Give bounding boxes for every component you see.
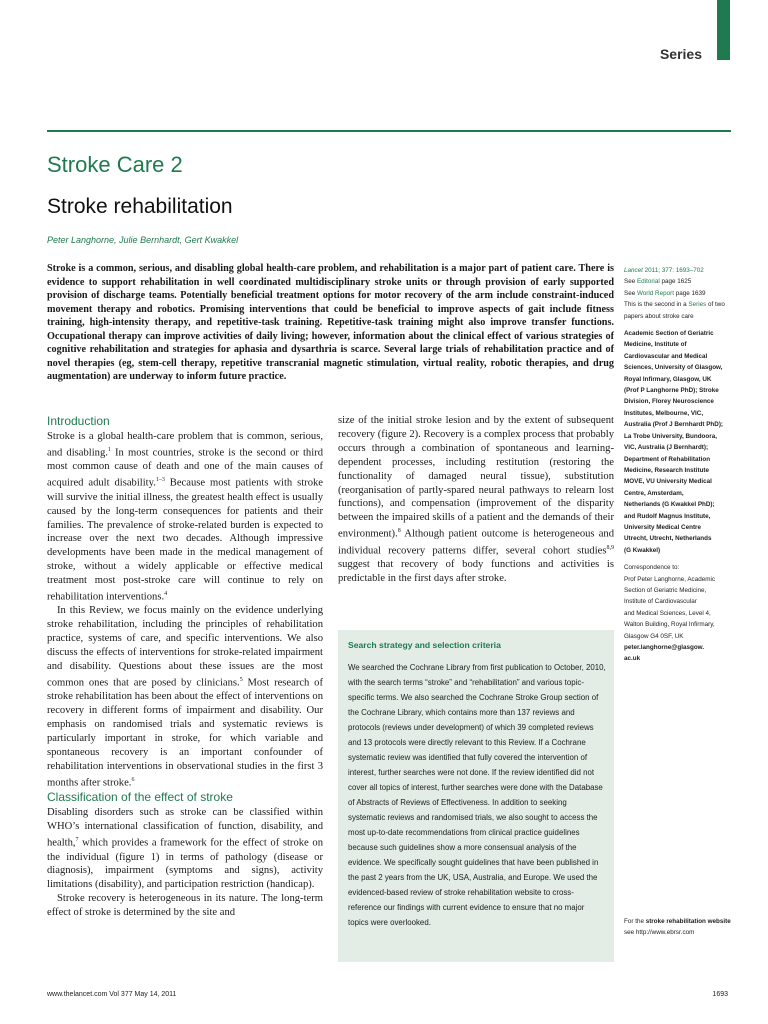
right-column [338, 414, 614, 586]
corr-line: ac.uk [624, 655, 641, 663]
corr-line: peter.langhorne@glasgow. [624, 644, 705, 651]
affil-line: Institutes, Melbourne, VIC, [624, 409, 704, 417]
see-page: page 1625 [659, 278, 692, 286]
affil-line: Division, Florey Neuroscience [624, 398, 714, 406]
intro-paragraph-1: Stroke is a global health-care problem that is common, serious, and disabling.$^1$ In most countries, stroke is the second or third most common cause of death and one of the main causes of acquired adult disability.$^{1-3}$ Because most patients with stroke will survive the initial illness, the greatest health effect is usually caused by the long-term consequences for patients and their families. The prevalence of stroke-related burden is expected to increase over the next two decades. Although impressive developments have been made in the medical management of stroke, without a widely applicable or effective medical treatment most post-stroke care will continue to rely on rehabilitation interventions.$^4$ [47, 431, 324, 603]
see-page: page 1639 [673, 289, 706, 297]
citation [624, 265, 736, 276]
corr-line: Glasgow G4 0SF, UK [624, 632, 684, 640]
article-title: Stroke rehabilitation [47, 195, 233, 218]
see-text: See [624, 289, 637, 297]
affil-line: La Trobe University, Bundoora, [624, 432, 717, 440]
panel-title: Search strategy and selection criteria [348, 640, 501, 650]
introduction-heading: Introduction [47, 414, 110, 428]
recovery-paragraph: size of the initial stroke lesion and by the extent of subsequent recovery (figure 2). Recovery is a complex process that probably occurs through a combination of spontaneous and learning-dependent processes, including restitution (restoring the functionality of damaged neural tissue), substitution (reorganisation of partly-spared neural pathways to relearn lost functions), and compensation (improvement of the disparity between the impaired skills of a patient and the demands of their environment).$^8$ Although patient outcome is heterogeneous and individual recovery patterns differ, several cohort studies$^{8,9}$ suggest that recovery of body functions and activities is predictable in the first days after stroke. [338, 415, 614, 585]
corr-line: and Medical Sciences, Level 4, [624, 609, 711, 617]
corr-line: Institute of Cardiovascular [624, 598, 697, 606]
header-rule [47, 130, 731, 132]
footer-journal: www.thelancet.com Vol 377 May 14, 2011 [47, 991, 177, 998]
corr-line: Correspondence to: [624, 564, 680, 572]
affil-line: MOVE, VU University Medical [624, 478, 712, 486]
corr-line: Section of Geriatric Medicine, [624, 586, 707, 594]
corr-line: Walton Building, Royal Infirmary, [624, 621, 715, 629]
classification-paragraph-1: Disabling disorders such as stroke can be classified within WHO’s international classification of function, disability, and health,$^7$ which provides a framework for the effect of stroke on the individual (figure 1) in terms of pathology (disease or diagnosis), impairment (symptoms and signs), activity limitations (disability), and participation restriction (handicap). [47, 807, 323, 891]
affil-line: Netherlands (G Kwakkel PhD); [624, 501, 715, 509]
citation-journal: Lancet [624, 267, 643, 274]
journal-color-tab [717, 0, 730, 60]
corr-line: Prof Peter Langhorne, Academic [624, 575, 716, 583]
correspondence [624, 562, 736, 665]
affil-line: University Medical Centre [624, 523, 701, 531]
left-column [47, 414, 323, 920]
series-link[interactable]: Series [688, 301, 707, 309]
see-world-report [624, 288, 736, 299]
affil-line: Department of Rehabilitation [624, 455, 711, 463]
affil-line: (Prof P Langhorne PhD); Stroke [624, 387, 719, 395]
affil-line: Medicine, Institute of [624, 341, 687, 349]
series-note [624, 299, 736, 322]
classification-heading: Classification of the effect of stroke [47, 790, 233, 805]
website-url: see http://www.ebrsr.com [624, 929, 695, 937]
website-note-text: For the [624, 918, 646, 925]
website-note [624, 916, 736, 939]
series-note-text: of two papers about stroke care [624, 301, 725, 320]
website-note-bold[interactable]: stroke rehabilitation website [645, 918, 731, 925]
editorial-link[interactable]: Editorial [636, 278, 660, 286]
page-number: 1693 [712, 991, 728, 998]
affil-line: Cardiovascular and Medical [624, 352, 708, 360]
affil-line: VIC, Australia (J Bernhardt); [624, 444, 709, 452]
affil-line: and Rudolf Magnus Institute, [624, 512, 711, 520]
affil-line: Sciences, University of Glasgow, [624, 364, 723, 372]
affil-line: Medicine, Research Institute [624, 466, 710, 474]
margin-notes [624, 265, 736, 665]
classification-paragraph-2: Stroke recovery is heterogeneous in its nature. The long-term effect of stroke is determined by the site and [47, 893, 323, 919]
author-list: Peter Langhorne, Julie Bernhardt, Gert Kwakkel [47, 235, 239, 245]
affil-line: Australia (Prof J Bernhardt PhD); [624, 421, 724, 429]
affil-line: Centre, Amsterdam, [624, 489, 684, 497]
search-strategy-panel [338, 630, 614, 962]
panel-text: We searched the Cochrane Library from first publication to October, 2010, with the search terms “stroke” and “rehabilitation” and various topic-specific terms. We also searched the Cochrane Stroke Group section of the Cochrane Library, which contains more than 137 reviews and protocols (reviews under development) of which 39 completed reviews and 13 protocols were directly relevant to this Review. If a Cochrane systematic review was identified that fully covered the intervention of interest, further searches were not done. If the review identified did not cover all topics of interest, further searches were done with the Database of Abstracts of Reviews of Effectiveness. In addition to seeking systematic reviews and randomised trials, we also sought to access the most up-to-date recommendations from clinical practice guidelines because such guidelines show a more consensual analysis of the evidence. We specifically sought guidelines that have been published in the past 2 years from the UK, USA, Australia, and Europe. We used the evidenced-based review of stroke rehabilitation website to cross-reference our findings with current evidence to ensure that no major topics were overlooked. [348, 663, 606, 927]
affil-line: Utrecht, Utrecht, Netherlands [624, 535, 712, 543]
citation-details: 2011; 377: 1693–702 [642, 267, 704, 274]
intro-paragraph-2: In this Review, we focus mainly on the evidence underlying stroke rehabilitation, including the principles of rehabilitation practice, systems of care, and specific interventions. We also discuss the effects of interventions for stroke-related impairment and disability. Questions about these issues are the most common ones that are posed by clinicians.$^5$ Most research of stroke rehabilitation has been about the effect of interventions on recovery in different forms of impairment and disability. Our emphasis on randomised trials and systematic reviews is particularly important in stroke, for which variable and spontaneous recovery is an important confounder of rehabilitation interventions in observational studies in the first 3 months after stroke.$^6$ [47, 605, 323, 789]
affil-line: Academic Section of Geriatric [624, 330, 714, 338]
series-label: Series [659, 46, 702, 62]
world-report-link[interactable]: World Report [636, 289, 674, 297]
affil-line: Royal Infirmary, Glasgow, UK [624, 375, 712, 383]
affiliations [624, 328, 736, 556]
see-text: See [624, 278, 637, 286]
series-kicker: Stroke Care 2 [47, 152, 183, 177]
see-editorial [624, 276, 736, 287]
affil-line: (G Kwakkel) [624, 546, 661, 554]
abstract: Stroke is a common, serious, and disabling global health-care problem, and rehabilitation is a major part of patient care. There is evidence to support rehabilitation in well coordinated multidisciplinary stroke units or through provision of early supported provision of discharge teams. Potentially beneficial treatment options for motor recovery of the arm include constraint-induced movement therapy and robotics. Promising interventions that could be beneficial to improve aspects of gait include fitness training, high-intensity therapy, and repetitive-task training. Repetitive-task training might also improve transfer functions. Occupational therapy can improve activities of daily living; however, information about the clinical effect of various strategies of cognitive rehabilitation and strategies for aphasia and dysarthria is scarce. Several large trials of rehabilitation practice and of novel therapies (eg, stem-cell therapy, repetitive transcranial magnetic stimulation, virtual reality, robotic therapies, and drug augmentation) are underway to inform future practice. [47, 263, 614, 382]
series-note-text: This is the second in a [624, 301, 689, 309]
